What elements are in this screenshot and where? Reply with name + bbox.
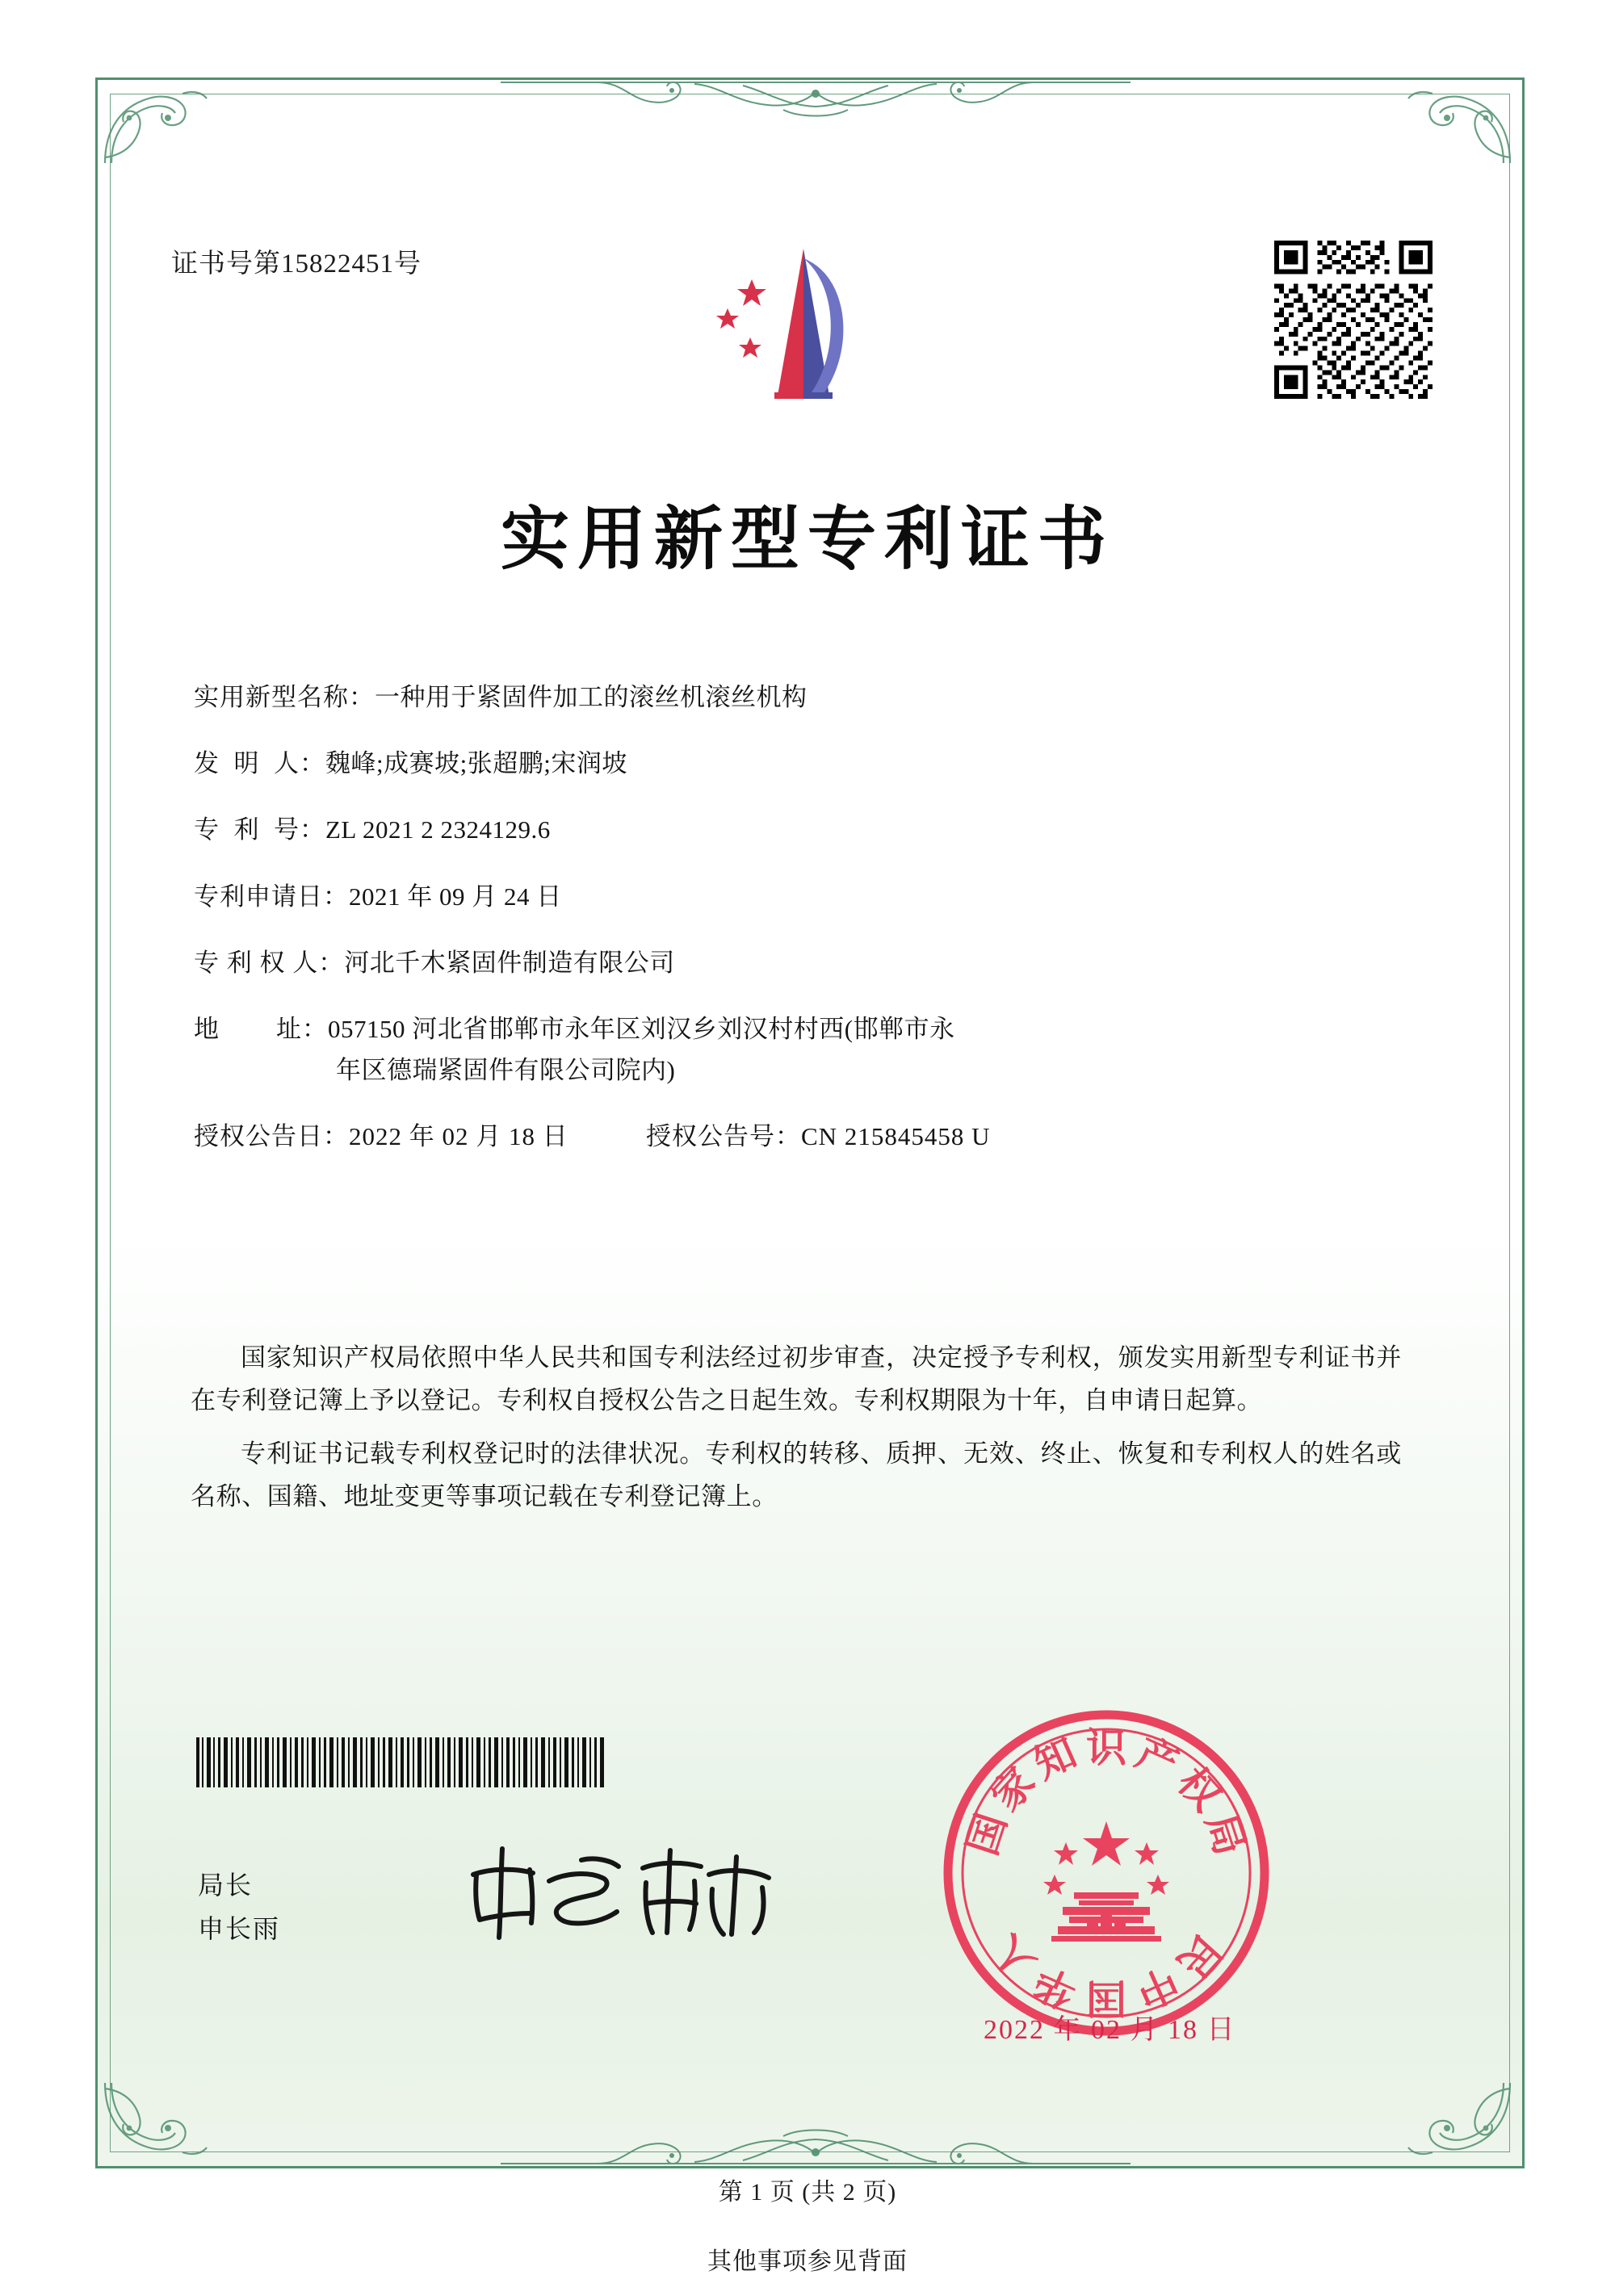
director-name: 申长雨 — [198, 1914, 281, 1944]
bottom-ornament-icon — [501, 2112, 1130, 2168]
field-label: 地 址： — [194, 1014, 328, 1043]
svg-text:中: 中 — [1129, 1957, 1186, 2018]
field-row-utility-model-name — [194, 682, 1389, 712]
grant-date-label: 授权公告日： — [194, 1122, 349, 1151]
svg-text:产: 产 — [1129, 1728, 1186, 1789]
paragraph-2: 专利证书记载专利权登记时的法律状况。专利权的转移、质押、无效、终止、恢复和专利权人的姓名或名称、国籍、地址变更等事项记载在专利登记簿上。 — [191, 1439, 1402, 1510]
field-label: 专 利 权 人： — [194, 948, 345, 977]
corner-ornament-icon — [99, 81, 220, 170]
svg-text:局: 局 — [1197, 1808, 1255, 1861]
certificate-number: 证书号第15822451号 — [171, 249, 422, 279]
field-row-patent-number — [194, 815, 1389, 844]
svg-text:识: 识 — [1086, 1724, 1126, 1771]
field-row-inventors — [194, 748, 1389, 778]
corner-ornament-icon — [1395, 81, 1516, 170]
field-label: 专 利 号： — [194, 815, 325, 844]
legal-text — [191, 1336, 1402, 1527]
svg-text:权: 权 — [1168, 1758, 1231, 1820]
field-label: 发 明 人： — [194, 749, 325, 778]
director-title: 局长 — [198, 1871, 254, 1900]
field-label: 实用新型名称： — [194, 683, 375, 711]
svg-text:国: 国 — [958, 1808, 1016, 1861]
field-row-address — [194, 1014, 1389, 1085]
corner-ornament-icon — [99, 2076, 220, 2165]
address-line-2: 年区德瑞紧固件有限公司院内) — [336, 1056, 676, 1085]
official-red-seal-icon — [937, 1703, 1276, 2043]
signature-block — [198, 1863, 280, 1951]
svg-text:知: 知 — [1026, 1728, 1084, 1789]
field-list — [194, 682, 1389, 1184]
field-row-grant — [194, 1121, 1389, 1151]
grant-number-value: CN 215845458 U — [801, 1122, 991, 1151]
grant-date — [194, 1121, 646, 1151]
field-value — [328, 1014, 1389, 1085]
field-value: 魏峰;成赛坡;张超鹏;宋润坡 — [325, 749, 627, 778]
svg-text:家: 家 — [981, 1758, 1045, 1820]
field-value: ZL 2021 2 2324129.6 — [325, 815, 551, 844]
svg-text:人: 人 — [981, 1925, 1045, 1988]
svg-text:国: 国 — [1086, 1975, 1126, 2022]
grant-number — [646, 1121, 990, 1151]
paragraph-1: 国家知识产权局依照中华人民共和国专利法经过初步审查，决定授予专利权，颁发实用新型专利证书并在专利登记簿上予以登记。专利权自授权公告之日起生效。专利权期限为十年，自申请日起算。 — [191, 1343, 1402, 1415]
barcode-icon — [196, 1737, 608, 1787]
handwritten-signature-icon — [452, 1833, 791, 1954]
field-row-patentee — [194, 948, 1389, 978]
field-row-application-date — [194, 882, 1389, 911]
svg-text:华: 华 — [1026, 1957, 1084, 2018]
field-value: 2021 年 09 月 24 日 — [349, 882, 562, 911]
qr-code-icon — [1274, 241, 1433, 399]
seal-date: 2022 年 02 月 18 日 — [984, 2015, 1236, 2045]
back-side-note: 其他事项参见背面 — [707, 2248, 908, 2275]
field-value: 一种用于紧固件加工的滚丝机滚丝机构 — [375, 683, 808, 711]
top-ornament-icon — [501, 78, 1130, 134]
address-line-1: 057150 河北省邯郸市永年区刘汉乡刘汉村村西(邯郸市永 — [328, 1014, 955, 1043]
svg-text:民: 民 — [1168, 1925, 1231, 1988]
patent-office-logo-icon — [682, 234, 892, 420]
page-number: 第 1 页 (共 2 页) — [718, 2179, 897, 2206]
corner-ornament-icon — [1395, 2076, 1516, 2165]
grant-number-label: 授权公告号： — [646, 1122, 801, 1151]
grant-date-value: 2022 年 02 月 18 日 — [349, 1122, 568, 1151]
page-title: 实用新型专利证书 — [500, 499, 1114, 580]
field-value: 河北千木紧固件制造有限公司 — [344, 948, 675, 977]
field-label: 专利申请日： — [194, 882, 349, 911]
